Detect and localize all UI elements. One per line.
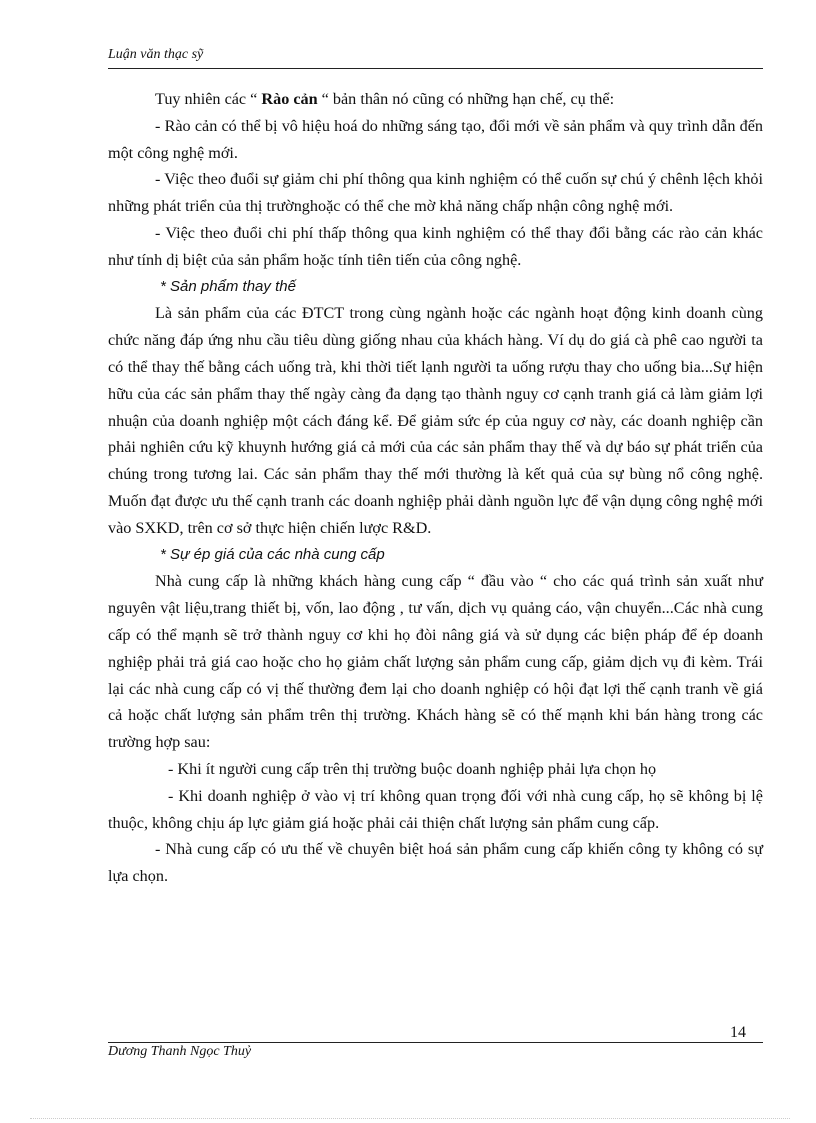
intro-bold-term: Rào cản (261, 90, 318, 108)
header-divider (108, 68, 763, 69)
bullet-barrier-innovation: - Rào cản có thể bị vô hiệu hoá do những sáng tạo, đổi mới về sản phẩm và quy trình dẫn đến một công nghệ mới. (108, 116, 763, 162)
page-edge-divider (30, 1118, 790, 1119)
paragraph-substitutes: Là sản phẩm của các ĐTCT trong cùng ngành hoặc các ngành hoạt động kinh doanh cùng chức năng đáp ứng nhu cầu tiêu dùng giống nhau của khách hàng. Ví dụ do giá cà phê cao người ta có thể thay thế bằng cách uống trà, khi thời tiết lạnh người ta uống rượu thay cho uống bia...Sự hiện hữu của các sản phẩm thay thế ngày càng đa dạng tạo thành nguy cơ cạnh tranh giá cả làm giảm lợi nhuận của doanh nghiệp một cách đáng kể. Để giảm sức ép của nguy cơ này, các doanh nghiệp cần phải nghiên cứu kỹ khuynh hướng giá cả mới của các sản phẩm thay thế và dự báo sự phát triển của chúng trong tương lai. Các sản phẩm thay thế mới thường là kết quả của sự bùng nổ công nghệ. Muốn đạt được ưu thế cạnh tranh các doanh nghiệp phải dành nguồn lực để vận dụng công nghệ mới vào SXKD, trên cơ sở thực hiện chiến lược R&D. (108, 304, 763, 537)
document-body (108, 86, 763, 890)
page-number: 14 (730, 1024, 746, 1041)
bullet-few-suppliers: - Khi ít người cung cấp trên thị trường buộc doanh nghiệp phải lựa chọn họ (168, 759, 657, 778)
page-header: Luận văn thạc sỹ (108, 47, 204, 62)
heading-supplier-power: * Sự ép giá của các nhà cung cấp (160, 545, 385, 563)
bullet-unimportant-position: - Khi doanh nghiệp ở vào vị trí không quan trọng đối với nhà cung cấp, họ sẽ không bị lệ thuộc, không chịu áp lực giảm giá hoặc phải cải thiện chất lượng sản phẩm cung cấp. (108, 786, 763, 832)
paragraph-suppliers: Nhà cung cấp là những khách hàng cung cấp “ đầu vào “ cho các quá trình sản xuất như nguyên vật liệu,trang thiết bị, vốn, lao động , tư vấn, dịch vụ quảng cáo, vận chuyển...Các nhà cung cấp có thể mạnh sẽ trở thành nguy cơ khi họ đòi nâng giá và sử dụng các biện pháp để ép doanh nghiệp phải trả giá cao hoặc cho họ giảm chất lượng sản phẩm cung cấp, giảm dịch vụ đi kèm. Trái lại các nhà cung cấp có vị thế thường đem lại cho doanh nghiệp có hội đạt lợi thế cạnh tranh về giá cả hoặc chất lượng sản phẩm trên thị trường. Khách hàng sẽ có thế mạnh khi bán hàng trong các trường hợp sau: (108, 572, 763, 752)
bullet-cost-experience: - Việc theo đuổi sự giảm chi phí thông qua kinh nghiệm có thể cuốn sự chú ý chênh lệch khỏi những phát triển của thị trườnghoặc có thể che mờ khả năng chấp nhận công nghệ mới. (108, 170, 763, 216)
paragraph-intro (108, 86, 763, 113)
heading-substitutes: * Sản phẩm thay thế (160, 277, 296, 295)
intro-text-start: Tuy nhiên các “ (155, 90, 262, 108)
bullet-specialization: - Nhà cung cấp có ưu thế về chuyên biệt hoá sản phẩm cung cấp khiến công ty không có sự lựa chọn. (108, 840, 763, 886)
footer-divider (108, 1042, 763, 1043)
bullet-low-cost: - Việc theo đuổi chi phí thấp thông qua kinh nghiệm có thể thay đổi bằng các rào cản khác như tính dị biệt của sản phẩm hoặc tính tiên tiến của công nghệ. (108, 223, 763, 269)
page-footer-author: Dương Thanh Ngọc Thuỷ (108, 1044, 252, 1059)
intro-text-end: “ bản thân nó cũng có những hạn chế, cụ thể: (317, 90, 615, 108)
